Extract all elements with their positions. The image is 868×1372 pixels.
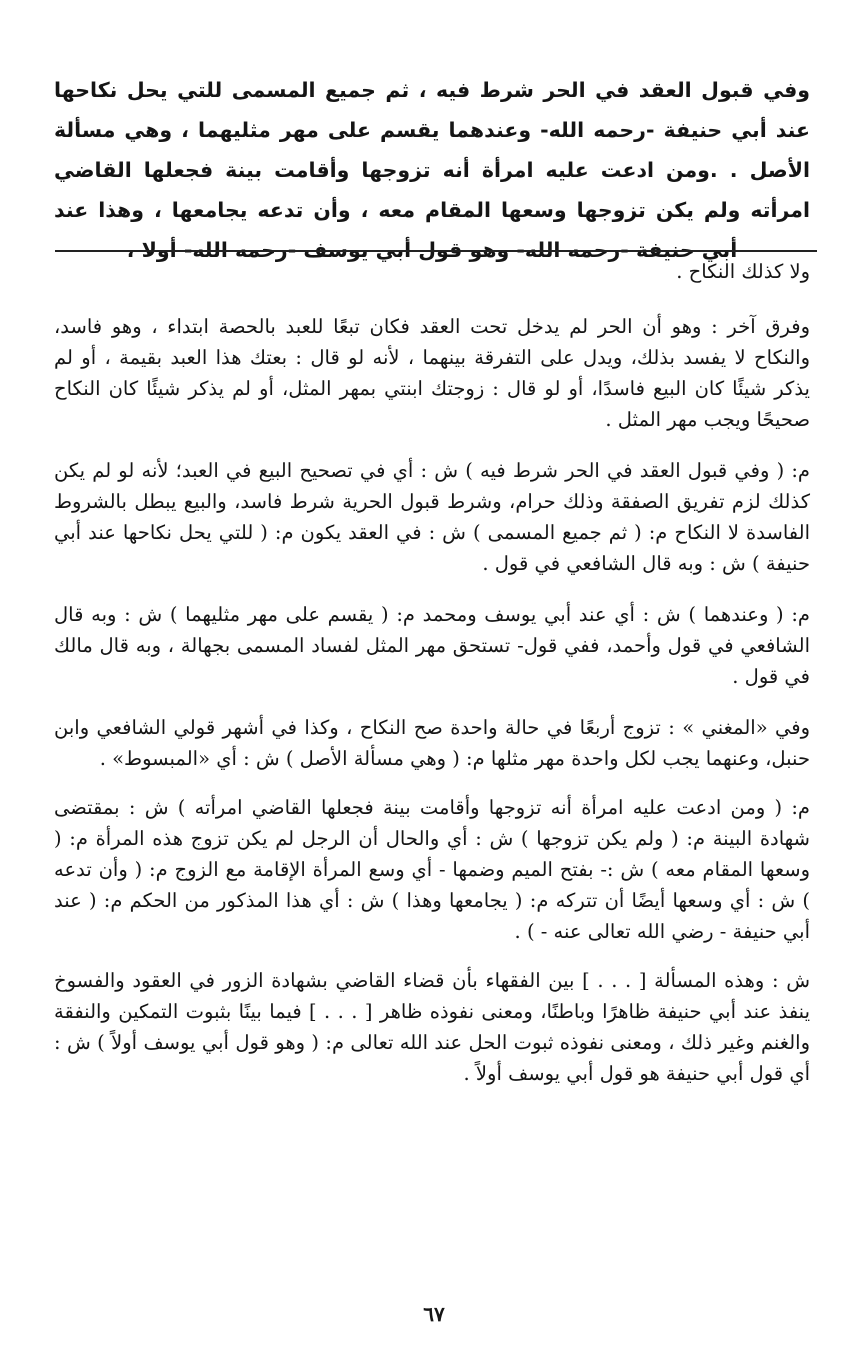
commentary-block [54, 256, 810, 1111]
separator-rule [55, 250, 817, 252]
commentary-paragraph: وفرق آخر : وهو أن الحر لم يدخل تحت العقد فكان تبعًا للعبد بالحصة ابتداء ، وهو فاسد، والنكاح لا يفسد بذلك، ويدل على التفرقة بينهما ، لأنه لو قال : بعتك هذا العبد بقيمة ، أو لم يذكر شيئًا كان البيع فاسدًا، أو لو قال : زوجتك ابنتي بمهر المثل، أو لم يذكر شيئًا كان النكاح صحيحًا ويجب مهر المثل . [54, 315, 810, 431]
commentary-paragraph: م: ( وفي قبول العقد في الحر شرط فيه ) ش : أي في تصحيح البيع في العبد؛ لأنه لو لم يكن كذلك لزم تفريق الصفقة وذلك حرام، وشرط قبول الحرية شرط فاسد، والبيع يبطل بالشروط الفاسدة لا النكاح م: ( ثم جميع المسمى ) ش : في العقد يكون م: ( للتي يحل نكاحها عند أبي حنيفة ) ش : وبه قال الشافعي في قول . [54, 459, 810, 575]
commentary-paragraph: م: ( ومن ادعت عليه امرأة أنه تزوجها وأقامت بينة فجعلها القاضي امرأته ) ش : بمقتضى شهادة البينة م: ( ولم يكن تزوجها ) ش : أي والحال أن الرجل لم يكن تزوج هذه المرأة م: ( وسعها المقام معه ) ش :- بفتح الميم وضمها - أي وسع المرأة الإقامة مع الزوج م: ( وأن تدعه ) ش : أي وسعها أيضًا أن تتركه م: ( يجامعها وهذا ) ش : أي هذا المذكور من الحكم م: ( عند أبي حنيفة - رضي الله تعالى عنه - ) . [54, 796, 810, 943]
main-text-block: وفي قبول العقد في الحر شرط فيه ، ثم جميع المسمى للتي يحل نكاحها عند أبي حنيفة -رحمه الله- وعندهما يقسم على مهر مثليهما ، وهي مسألة الأصل . .ومن ادعت عليه امرأة أنه تزوجها وأقامت بينة فجعلها القاضي امرأته ولم يكن تزوجها وسعها المقام معه ، وأن تدعه يجامعها ، وهذا عند أبي حنيفة -رحمه الله- وهو قول أبي يوسف -رحمه الله- أولا ، [54, 78, 810, 262]
page-number: ٦٧ [423, 1302, 445, 1326]
commentary-paragraph: م: ( وعندهما ) ش : أي عند أبي يوسف ومحمد م: ( يقسم على مهر مثليهما ) ش : وبه قال الشافعي في قول وأحمد، ففي قول- تستحق مهر المثل لفساد المسمى بجهالة ، وبه قال مالك في قول . [54, 603, 810, 688]
commentary-paragraph: وفي «المغني » : تزوج أربعًا في حالة واحدة صح النكاح ، وكذا في أشهر قولي الشافعي وابن حنبل، وعنهما يجب لكل واحدة مهر مثلها م: ( وهي مسألة الأصل ) ش : أي «المبسوط» . [54, 716, 810, 770]
commentary-paragraph: ولا كذلك النكاح . [676, 260, 810, 283]
commentary-paragraph: ش : وهذه المسألة [ . . . ] بين الفقهاء بأن قضاء القاضي بشهادة الزور في العقود والفسوخ ينفذ عند أبي حنيفة ظاهرًا وباطنًا، ومعنى نفوذه ظاهر [ . . . ] فيما بينًا بثبوت التمكين والنفقة والغنم وغير ذلك ، ومعنى نفوذه ثبوت الحل عند الله تعالى م: ( وهو قول أبي يوسف أولاً ) ش : أي قول أبي حنيفة هو قول أبي يوسف أولاً . [54, 969, 810, 1085]
